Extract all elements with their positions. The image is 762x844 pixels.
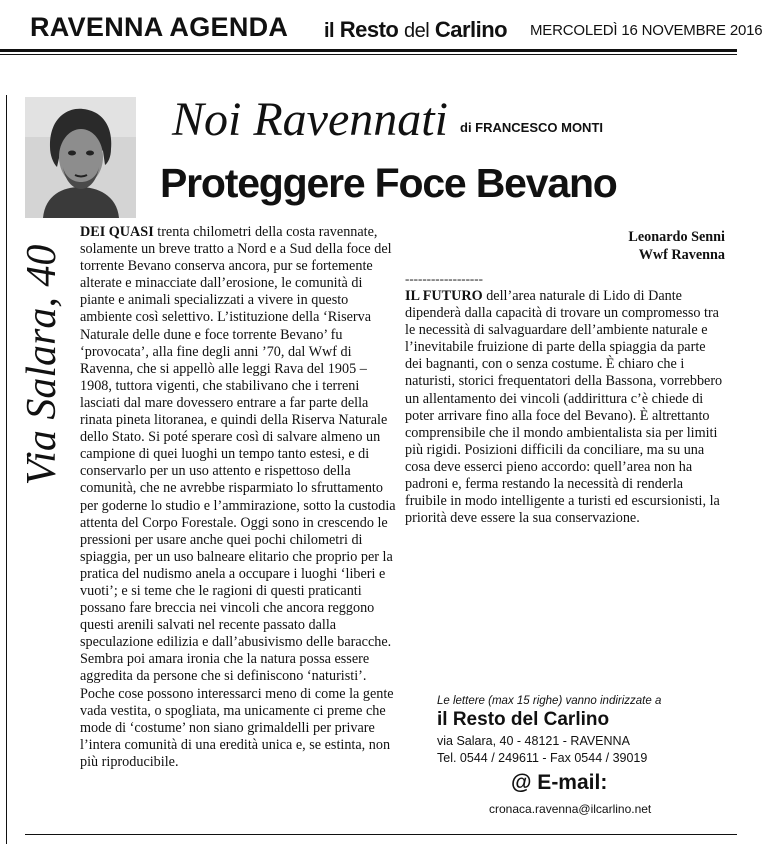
box-bottom-border [25, 834, 737, 835]
email-label: @ E-mail: [511, 771, 608, 794]
signature-org: Wwf Ravenna [638, 247, 725, 263]
contact-box [437, 695, 727, 816]
author-portrait-icon [25, 97, 136, 218]
vertical-address [20, 230, 64, 500]
reply-paragraph [405, 288, 725, 527]
column-name: Noi Ravennati [172, 93, 448, 146]
letter-paragraph-2: Poche cose possono interessarci meno di come la gente vada vestita, o spogliata, ma unicamente ci preme che mode di ‘costume’ non siano grimaldelli per privare l’intera comunità di una eredità unica e, se estinta, non più riproducibile. [80, 685, 394, 770]
letter-lead-in: DEI QUASI [80, 224, 154, 240]
box-left-border [6, 95, 7, 844]
logo-word-carlino: Carlino [434, 17, 508, 42]
author-photo [25, 97, 136, 218]
masthead-rule-thin [0, 54, 737, 55]
article-headline: Proteggere Foce Bevano [160, 160, 617, 206]
masthead-rule-thick [0, 49, 737, 52]
article-column-1 [80, 224, 396, 771]
letter-paragraph-1 [80, 224, 396, 686]
contact-address: via Salara, 40 - 48121 - RAVENNA [437, 734, 630, 748]
section-separator: ------------------ [405, 271, 483, 286]
signature-name: Leonardo Senni [628, 229, 725, 245]
letter-body: trenta chilometri della costa ravennate, solamente un breve tratto a Nord e a Sud della foce del torrente Bevano conserva ancora, pur se fortemente alterate e minacciate dall’erosione, le comunità di piante e animali specializzati a vivere in questo ambiente così selettivo. L’istituzione della ‘Riserva Naturale delle dune e foce torrente Bevano’ fu ‘provocata’, alla fine degli anni ’70, dal Wwf di Ravenna, che si appellò alle leggi Rava del 1905 – 1908, tuttora vigenti, che stabilivano che i terreni lasciati dal mare dovessero entrare a far parte della rinata pineta litoranea, e quindi della Riserva Naturale dello Stato. Si poté sperare così di salvare almeno un campione di quei luoghi un tempo tanto estesi, e di conservarlo per un uso attento e rispettoso della comunità, che ne avrebbe risparmiato lo sfruttamento per goderne lo studio e l’ammirazione, sotto la custodia attenta del Corpo Forestale. Oggi sono in crescendo le pressioni per usare anche quei pochi chilometri di spiaggia, per un uso balneare elitario che proprio per la pratica del nudismo anela a occupare i luoghi ‘liberi e vuoti’; e si teme che le ragioni di questi praticanti possano fare breccia nei vincoli che ancora reggono questi arenili salvati nel recente passato dalla speculazione edilizia e dall’abusivismo delle baracche. Sembra poi amara ironia che la natura possa essere aggredita da persone che si definiscono ‘naturisti’. [80, 224, 396, 685]
vertical-address-text: Via Salara, 40 [19, 244, 65, 486]
logo-word-del: del [404, 20, 430, 42]
contact-paper-name: il Resto del Carlino [437, 709, 610, 730]
byline: di FRANCESCO MONTI [460, 120, 603, 135]
reply-body: dell’area naturale di Lido di Dante dipenderà dalla capacità di trovare un compromesso tra le necessità di salvaguardare dell’ambiente naturale e l’inevitabile fruizione di parte della spiaggia da parte dei bagnanti, con o senza costume. È chiaro che i naturisti, storici frequentatori della Bassona, vorrebbero un allentamento dei vincoli (addirittura c’è chiede di poter arrivare fino alla foce del Bevano). È altrettanto comprensibile che il mondo ambientalista sia per limiti più rigidi. Posizioni difficili da conciliare, ma su una cosa deve esserci pieno accordo: quell’area non ha padroni e, ferma restando la necessità di renderla fruibile in modo intelligente a turisti ed escursionisti, la priorità deve essere la sua conservazione. [405, 288, 723, 527]
email-address: cronaca.ravenna@ilcarlino.net [489, 802, 652, 816]
contact-phones: Tel. 0544 / 249611 - Fax 0544 / 39019 [437, 751, 648, 765]
logo-prefix: il [324, 20, 335, 42]
issue-date: MERCOLEDÌ 16 NOVEMBRE 2016 [530, 22, 762, 39]
letters-note: Le lettere (max 15 righe) vanno indirizzate a [437, 695, 662, 707]
newspaper-logo [324, 17, 507, 43]
logo-word-resto: Resto [339, 17, 399, 42]
reply-lead-in: IL FUTURO [405, 288, 483, 304]
section-title: RAVENNA AGENDA [30, 12, 289, 42]
masthead [0, 0, 762, 50]
article-column-2 [405, 224, 725, 527]
